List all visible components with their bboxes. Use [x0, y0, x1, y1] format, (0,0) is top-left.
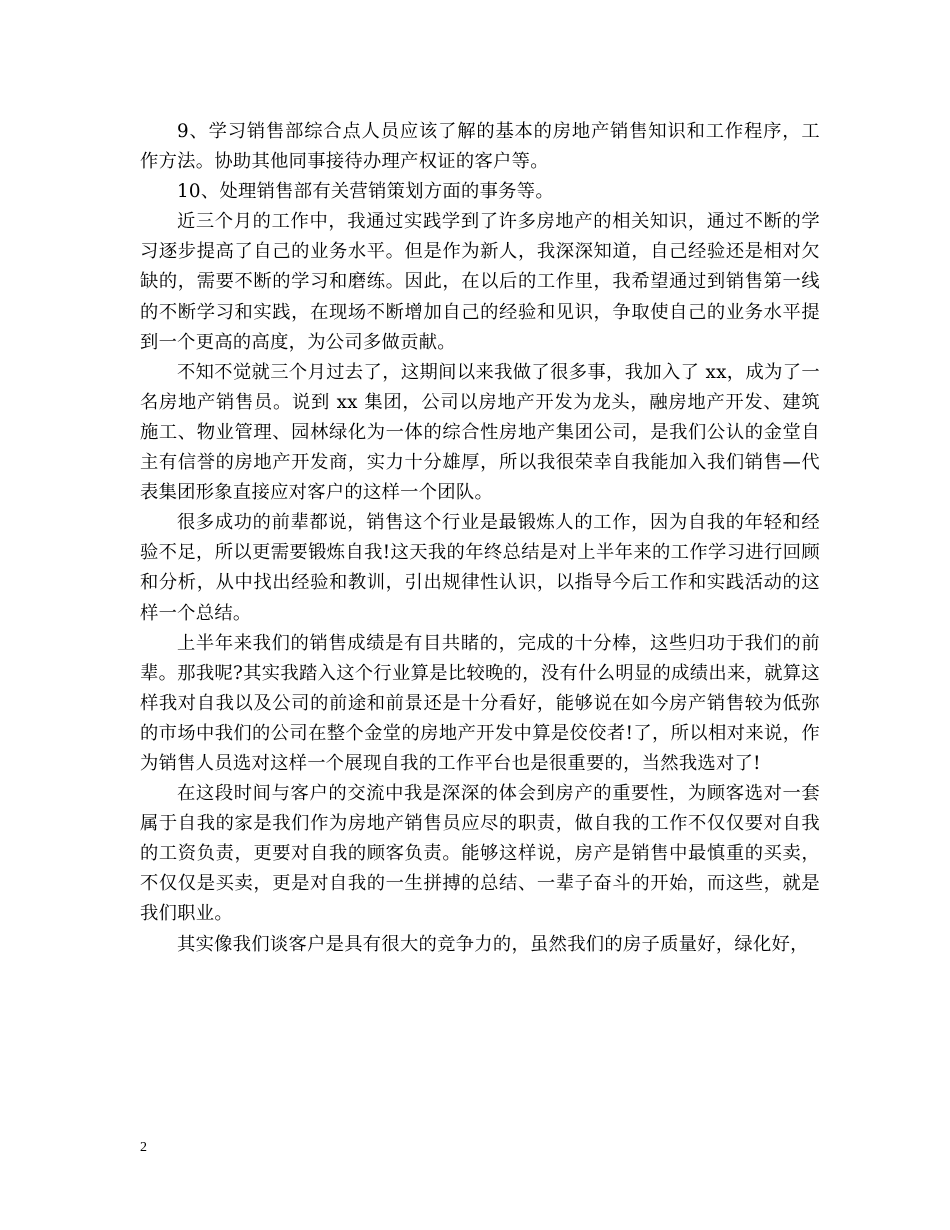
paragraph: 上半年来我们的销售成绩是有目共睹的，完成的十分棒，这些归功于我们的前辈。那我呢?其实我踏入这个行业算是比较晚的，没有什么明显的成绩出来，就算这样我对自我以及公司的前途和前景还是十分看好，能够说在如今房产销售较为低弥的市场中我们的公司在整个金堂的房地产开发中算是佼佼者!了，所以相对来说，作为销售人员选对这样一个展现自我的工作平台也是很重要的，当然我选对了!	[140, 632, 820, 774]
document-body	[140, 117, 820, 960]
paragraph: 9、学习销售部综合点人员应该了解的基本的房地产销售知识和工作程序，工作方法。协助其他同事接待办理产权证的客户等。	[140, 121, 820, 173]
paragraph: 不知不觉就三个月过去了，这期间以来我做了很多事，我加入了 xx，成为了一名房地产销售员。说到 xx 集团，公司以房地产开发为龙头，融房地产开发、建筑施工、物业管理、园林绿化为一体的综合性房地产集团公司，是我们公认的金堂自主有信誉的房地产开发商，实力十分雄厚，所以我很荣幸自我能加入我们销售—代表集团形象直接应对客户的这样一个团队。	[140, 361, 820, 504]
paragraph: 近三个月的工作中，我通过实践学到了许多房地产的相关知识，通过不断的学习逐步提高了自己的业务水平。但是作为新人，我深深知道，自己经验还是相对欠缺的，需要不断的学习和磨练。因此，在以后的工作里，我希望通过到销售第一线的不断学习和实践，在现场不断增加自己的经验和见识，争取使自己的业务水平提到一个更高的高度，为公司多做贡献。	[140, 211, 820, 353]
page-number: 2	[140, 1140, 147, 1155]
paragraph: 在这段时间与客户的交流中我是深深的体会到房产的重要性，为顾客选对一套属于自我的家是我们作为房地产销售员应尽的职责，做自我的工作不仅仅要对自我的工资负责，更要对自我的顾客负责。能够这样说，房产是销售中最慎重的买卖，不仅仅是买卖，更是对自我的一生拼搏的总结、一辈子奋斗的开始，而这些，就是我们职业。	[140, 783, 820, 925]
paragraph: 10、处理销售部有关营销策划方面的事务等。	[177, 181, 554, 203]
paragraph: 其实像我们谈客户是具有很大的竞争力的，虽然我们的房子质量好，绿化好，	[177, 933, 809, 955]
paragraph: 很多成功的前辈都说，销售这个行业是最锻炼人的工作，因为自我的年轻和经验不足，所以更需要锻炼自我!这天我的年终总结是对上半年来的工作学习进行回顾和分析，从中找出经验和教训，引出规律性认识，以指导今后工作和实践活动的这样一个总结。	[140, 512, 820, 624]
